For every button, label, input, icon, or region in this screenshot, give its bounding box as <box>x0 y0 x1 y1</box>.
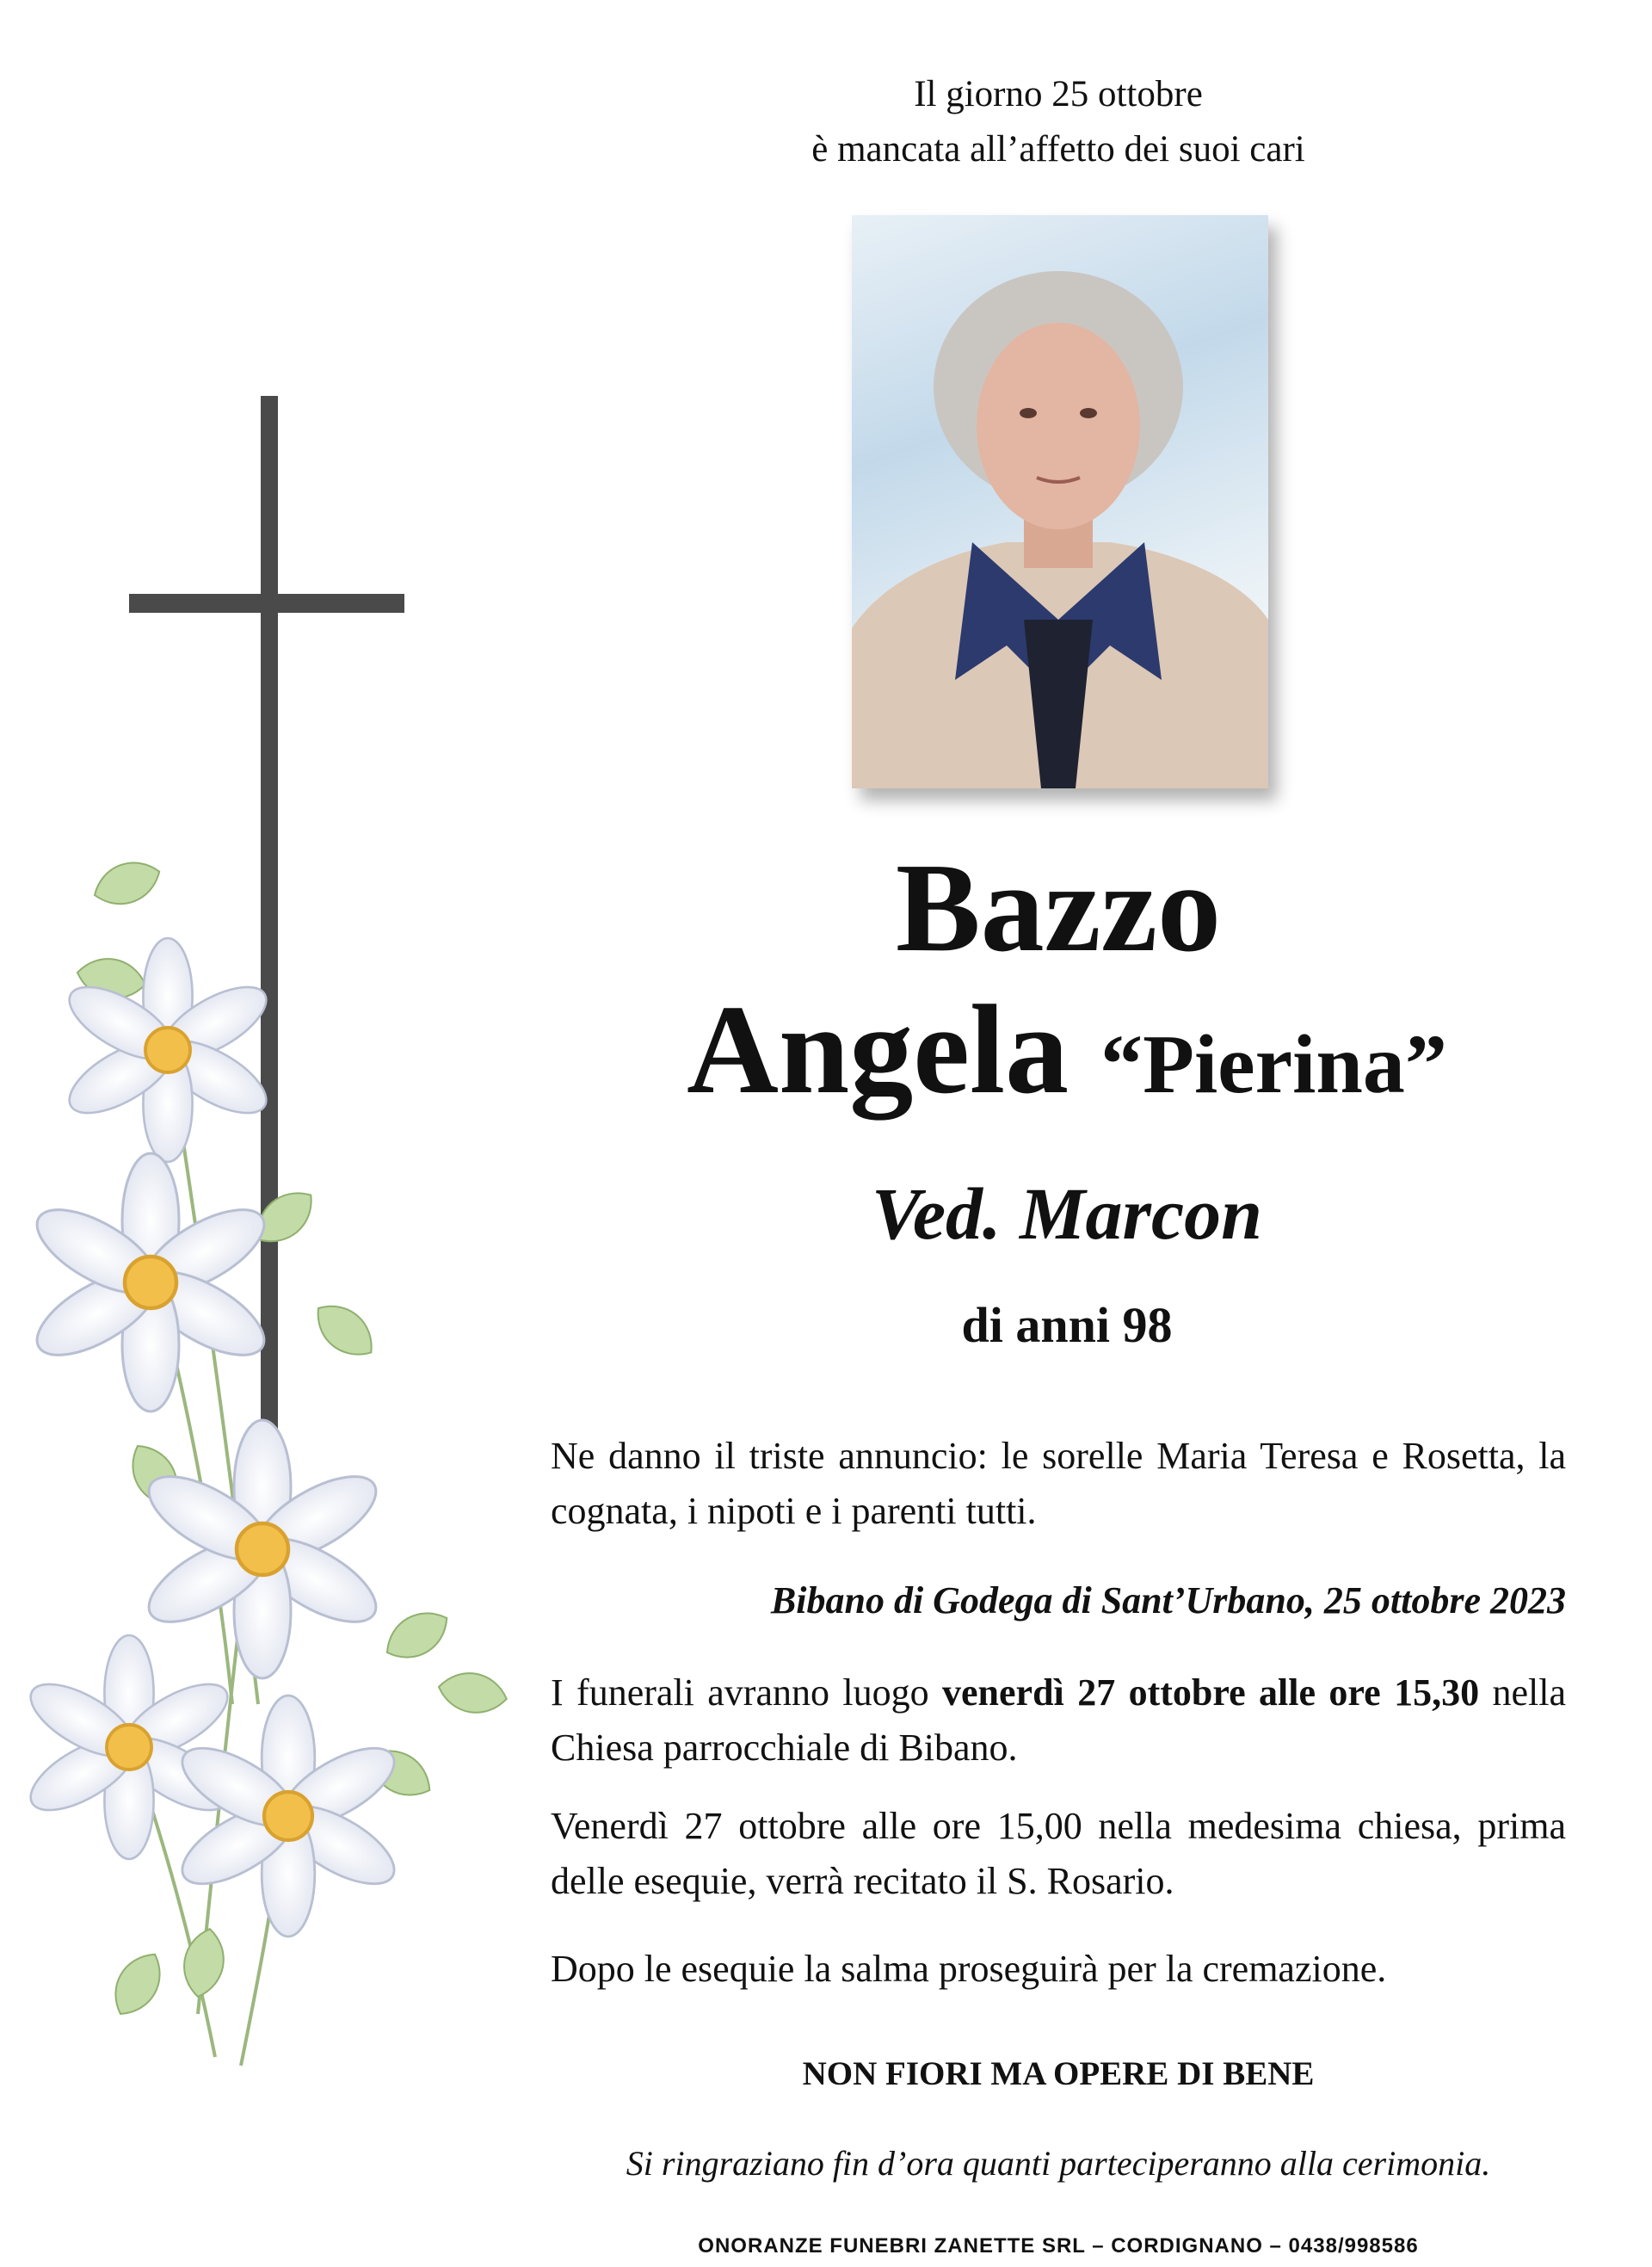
intro-line-2: è mancata all’affetto dei suoi cari <box>811 129 1305 170</box>
cremation-paragraph: Dopo le esequie la salma proseguirà per la cremazione. <box>551 1948 1387 1990</box>
age-text: di anni 98 <box>961 1297 1173 1353</box>
funeral-prefix: I funerali avranno luogo <box>551 1671 929 1714</box>
announcement-paragraph: Ne danno il triste annuncio: le sorelle Maria Teresa e Rosetta, la cognata, i nipoti e i parenti tutti. <box>551 1435 1566 1532</box>
deceased-surname: Bazzo <box>895 837 1222 979</box>
floral-cross-decoration <box>0 379 551 2100</box>
funeral-date-time: venerdì 27 ottobre alle ore 15,30 <box>942 1671 1480 1714</box>
lily-flower-icon <box>20 938 406 1937</box>
widow-of: Ved. Marcon <box>872 1172 1262 1255</box>
portrait-illustration <box>852 215 1268 788</box>
funeral-location: nella Chiesa parrocchiale di Bibano. <box>551 1671 1567 1769</box>
rosary-paragraph: Venerdì 27 ottobre alle ore 15,00 nella medesima chiesa, prima delle esequie, verrà recitato il S. Rosario. <box>551 1805 1566 1902</box>
intro-line-1: Il giorno 25 ottobre <box>914 74 1203 114</box>
funeral-paragraph <box>551 1665 1566 1776</box>
deceased-portrait <box>852 215 1268 788</box>
deceased-nickname: “Pierina” <box>1100 1018 1447 1111</box>
place-date: Bibano di Godega di Sant’Urbano, 25 ottobre 2023 <box>770 1579 1566 1621</box>
deceased-given-name-line <box>533 981 1600 1134</box>
thanks-note: Si ringraziano fin d’ora quanti parteciperanno alla cerimonia. <box>626 2144 1491 2183</box>
no-flowers-notice: NON FIORI MA OPERE DI BENE <box>802 2055 1315 2092</box>
deceased-given-name: Angela <box>687 979 1069 1121</box>
funeral-home-footer: ONORANZE FUNEBRI ZANETTE SRL – CORDIGNANO – 0438/998586 <box>698 2234 1419 2258</box>
intro-text <box>714 67 1402 177</box>
